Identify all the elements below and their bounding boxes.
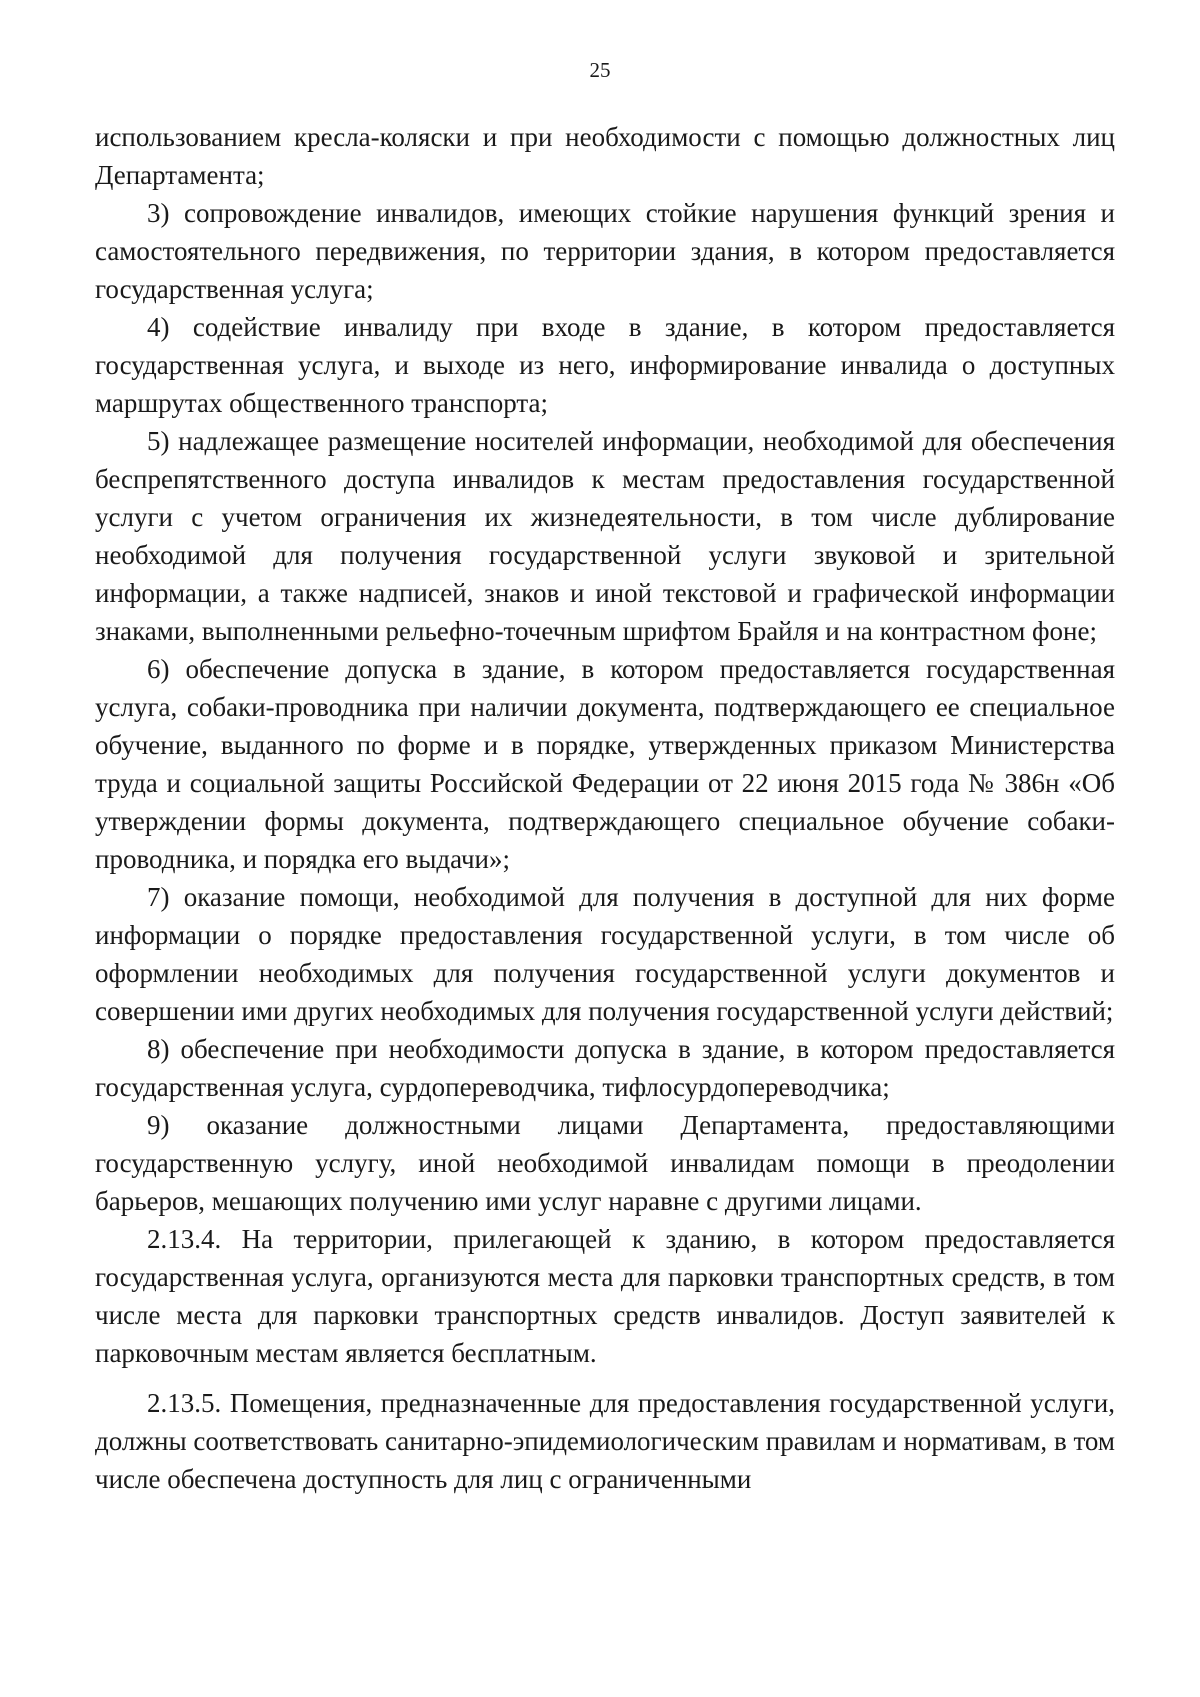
paragraph-continuation: использованием кресла-коляски и при необходимости с помощью должностных лиц Департамента; [95, 122, 1115, 190]
paragraph-item-5: 5) надлежащее размещение носителей информации, необходимой для обеспечения беспрепятственного доступа инвалидов к местам предоставления государственной услуги с учетом ограничения их жизнедеятельности, в том числе дублирование необходимой для получения государственной услуги звуковой и зрительной информации, а также надписей, знаков и иной текстовой и графической информации знаками, выполненными рельефно-точечным шрифтом Брайля и на контрастном фоне; [95, 426, 1115, 646]
paragraph-item-9: 9) оказание должностными лицами Департамента, предоставляющими государственную услугу, иной необходимой инвалидам помощи в преодолении барьеров, мешающих получению ими услуг наравне с другими лицами. [95, 1110, 1115, 1216]
paragraph-item-4: 4) содействие инвалиду при входе в здание, в котором предоставляется государственная услуга, и выходе из него, информирование инвалида о доступных маршрутах общественного транспорта; [95, 312, 1115, 418]
paragraph-item-7: 7) оказание помощи, необходимой для получения в доступной для них форме информации о порядке предоставления государственной услуги, в том числе об оформлении необходимых для получения государственной услуги документов и совершении ими других необходимых для получения государственной услуги действий; [95, 882, 1115, 1026]
page-number: 25 [589, 58, 611, 82]
paragraph-item-8: 8) обеспечение при необходимости допуска в здание, в котором предоставляется государственная услуга, сурдопереводчика, тифлосурдопереводчика; [95, 1034, 1115, 1102]
document-body [95, 118, 1115, 1498]
paragraph-item-6: 6) обеспечение допуска в здание, в котором предоставляется государственная услуга, собаки-проводника при наличии документа, подтверждающего ее специальное обучение, выданного по форме и в порядке, утвержденных приказом Министерства труда и социальной защиты Российской Федерации от 22 июня 2015 года № 386н «Об утверждении формы документа, подтверждающего специальное обучение собаки-проводника, и порядка его выдачи»; [95, 654, 1115, 874]
paragraph-item-3: 3) сопровождение инвалидов, имеющих стойкие нарушения функций зрения и самостоятельного передвижения, по территории здания, в котором предоставляется государственная услуга; [95, 198, 1115, 304]
paragraph-section-2-13-4: 2.13.4. На территории, прилегающей к зданию, в котором предоставляется государственная услуга, организуются места для парковки транспортных средств, в том числе места для парковки транспортных средств инвалидов. Доступ заявителей к парковочным местам является бесплатным. [95, 1224, 1115, 1368]
paragraph-section-2-13-5: 2.13.5. Помещения, предназначенные для предоставления государственной услуги, должны соответствовать санитарно-эпидемиологическим правилам и нормативам, в том числе обеспечена доступность для лиц с ограниченными [95, 1388, 1115, 1494]
